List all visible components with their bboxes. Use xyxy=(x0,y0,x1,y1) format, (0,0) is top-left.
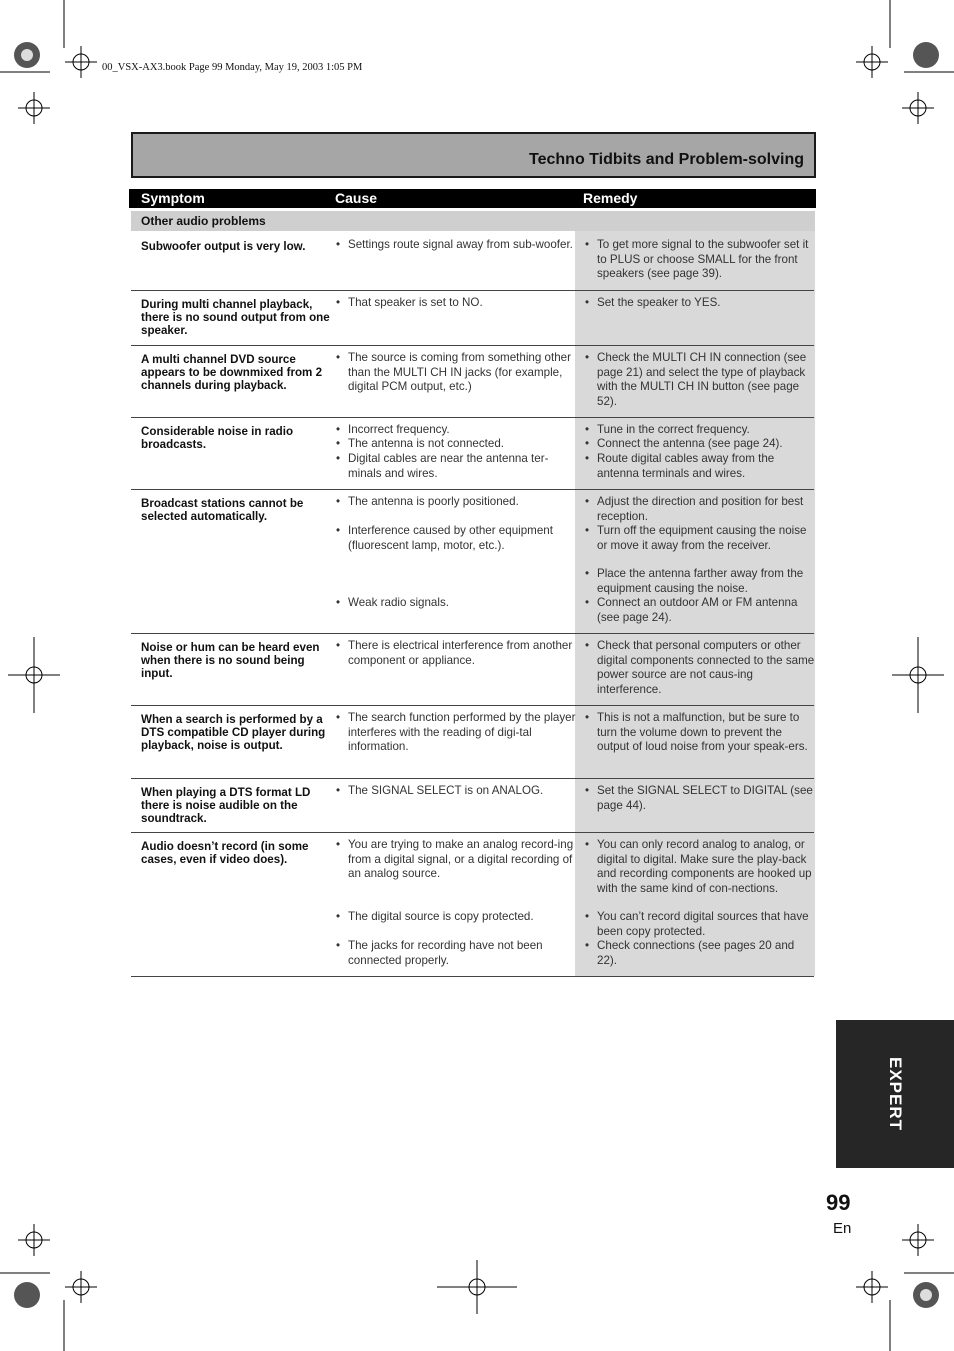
bullet-icon: • xyxy=(585,596,590,609)
remedy-item: • You can’t record digital sources that have been copy protected. xyxy=(585,910,809,938)
row-divider xyxy=(131,778,814,779)
bullet-icon: • xyxy=(336,711,341,724)
remedy-item: • Tune in the correct frequency. xyxy=(585,423,750,436)
page-title: Techno Tidbits and Problem-solving xyxy=(529,151,804,168)
remedy-item: • Check the MULTI CH IN connection (see page 21) and select the type of playback with the MULTI CH IN button (see page 52). xyxy=(585,351,807,408)
row-divider xyxy=(131,705,814,706)
cause-item: • Incorrect frequency. xyxy=(336,423,450,436)
bullet-icon: • xyxy=(585,711,590,724)
bullet-icon: • xyxy=(585,452,590,465)
cause-item: • Digital cables are near the antenna ter-minals and wires. xyxy=(336,452,549,480)
bullet-icon: • xyxy=(336,596,341,609)
bullet-icon: • xyxy=(585,495,590,508)
symptom-text: When a search is performed by a DTS compatible CD player during playback, noise is output. xyxy=(141,713,326,752)
bullet-icon: • xyxy=(336,784,341,797)
symptom-text: Subwoofer output is very low. xyxy=(141,240,306,253)
cause-item: • Settings route signal away from sub-woofer. xyxy=(336,238,573,251)
column-cause: Cause xyxy=(335,190,378,206)
remedy-item: • Check connections (see pages 20 and 22). xyxy=(585,939,795,967)
bullet-icon: • xyxy=(336,296,341,309)
bullet-icon: • xyxy=(336,437,341,450)
bullet-icon: • xyxy=(585,437,590,450)
cause-item: • The search function performed by the player interferes with the reading of digi-tal information. xyxy=(336,711,576,753)
row-divider xyxy=(131,290,814,291)
bullet-icon: • xyxy=(585,423,590,436)
bullet-icon: • xyxy=(336,639,341,652)
symptom-text: A multi channel DVD source appears to be downmixed from 2 channels during playback. xyxy=(141,353,323,392)
bullet-icon: • xyxy=(585,524,590,537)
remedy-item: • Turn off the equipment causing the noise or move it away from the receiver. xyxy=(585,524,807,552)
bullet-icon: • xyxy=(585,910,590,923)
section-tab xyxy=(836,1020,954,1168)
column-symptom: Symptom xyxy=(141,190,205,206)
section-title: Other audio problems xyxy=(141,214,266,228)
column-remedy: Remedy xyxy=(583,190,638,206)
bullet-icon: • xyxy=(585,784,590,797)
row-divider xyxy=(131,345,814,346)
cause-item: • Weak radio signals. xyxy=(336,596,449,609)
bullet-icon: • xyxy=(585,939,590,952)
bullet-icon: • xyxy=(585,238,590,251)
bullet-icon: • xyxy=(585,639,590,652)
cause-item: • The source is coming from something other than the MULTI CH IN jacks (for example, digital PCM output, etc.) xyxy=(336,351,571,393)
row-divider xyxy=(131,633,814,634)
cause-item: • The antenna is poorly positioned. xyxy=(336,495,519,508)
symptom-text: When playing a DTS format LD there is noise audible on the soundtrack. xyxy=(141,786,311,825)
bullet-icon: • xyxy=(585,567,590,580)
bullet-icon: • xyxy=(336,524,341,537)
cause-item: • The jacks for recording have not been connected properly. xyxy=(336,939,543,967)
bullet-icon: • xyxy=(336,495,341,508)
print-info: 00_VSX-AX3.book Page 99 Monday, May 19, 2003 1:05 PM xyxy=(102,62,363,73)
remedy-item: • Set the speaker to YES. xyxy=(585,296,721,309)
remedy-item: • Check that personal computers or other digital components connected to the same power source are not caus-ing interference. xyxy=(585,639,815,696)
cause-item: • The SIGNAL SELECT is on ANALOG. xyxy=(336,784,544,797)
cause-item: • The antenna is not connected. xyxy=(336,437,504,450)
remedy-item: • Place the antenna farther away from the equipment causing the noise. xyxy=(585,567,804,595)
language-code: En xyxy=(833,1220,852,1237)
row-divider xyxy=(131,489,814,490)
remedy-item: • To get more signal to the subwoofer set it to PLUS or choose SMALL for the front speakers (see page 39). xyxy=(585,238,809,280)
bullet-icon: • xyxy=(585,296,590,309)
remedy-item: • You can only record analog to analog, or digital to digital. Make sure the play-back and recording components are hooked up with the same kind of con-nections. xyxy=(585,838,812,895)
symptom-text: Considerable noise in radio broadcasts. xyxy=(141,425,294,451)
page-header xyxy=(131,132,816,178)
row-divider xyxy=(131,417,814,418)
remedy-item: • This is not a malfunction, but be sure to turn the volume down to prevent the output of loud noise from your speak-ers. xyxy=(585,711,808,753)
cause-item: • There is electrical interference from another component or appliance. xyxy=(336,639,573,667)
bullet-icon: • xyxy=(336,238,341,251)
section-header xyxy=(131,211,815,231)
row-divider xyxy=(131,832,814,833)
bullet-icon: • xyxy=(336,452,341,465)
cause-item: • Interference caused by other equipment (fluorescent lamp, motor, etc.). xyxy=(336,524,553,552)
section-tab-label: EXPERT xyxy=(886,1056,905,1132)
bullet-icon: • xyxy=(336,838,341,851)
symptom-text: Broadcast stations cannot be selected automatically. xyxy=(141,497,304,523)
cause-item: • You are trying to make an analog record-ing from a digital signal, or a digital recording of an analog source. xyxy=(336,838,574,880)
remedy-item: • Adjust the direction and position for best reception. xyxy=(585,495,804,523)
symptom-text: Audio doesn’t record (in some cases, even if video does). xyxy=(141,840,309,866)
remedy-item: • Set the SIGNAL SELECT to DIGITAL (see page 44). xyxy=(585,784,813,812)
bullet-icon: • xyxy=(336,939,341,952)
cause-item: • The digital source is copy protected. xyxy=(336,910,534,923)
bullet-icon: • xyxy=(336,351,341,364)
table-header xyxy=(129,189,816,208)
page-number: 99 xyxy=(826,1190,851,1215)
cause-item: • That speaker is set to NO. xyxy=(336,296,483,309)
remedy-item: • Route digital cables away from the antenna terminals and wires. xyxy=(585,452,775,480)
bullet-icon: • xyxy=(585,351,590,364)
bullet-icon: • xyxy=(585,838,590,851)
bullet-icon: • xyxy=(336,423,341,436)
remedy-item: • Connect the antenna (see page 24). xyxy=(585,437,783,450)
bullet-icon: • xyxy=(336,910,341,923)
symptom-text: During multi channel playback, there is no sound output from one speaker. xyxy=(141,298,330,337)
row-divider xyxy=(131,976,814,977)
symptom-text: Noise or hum can be heard even when there is no sound being input. xyxy=(141,641,320,680)
remedy-item: • Connect an outdoor AM or FM antenna (see page 24). xyxy=(585,596,798,624)
